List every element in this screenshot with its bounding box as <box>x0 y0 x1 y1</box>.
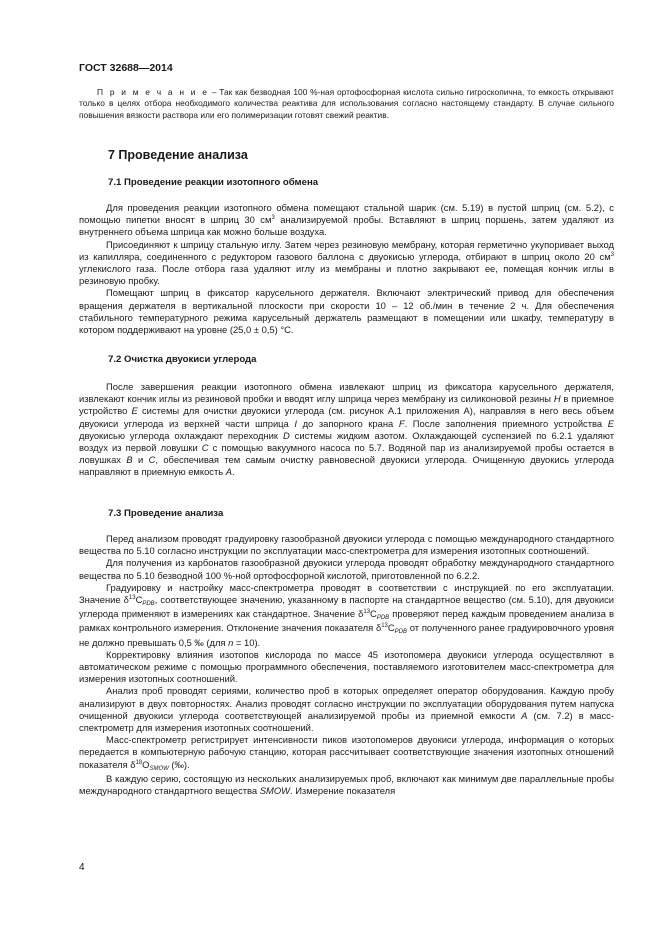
paragraph: Градуировку и настройку масс-спектрометра проводят в соответствии с инструкцией по его эксплуатации. Значение $\delta^{13}С_{PDB}$, соответствующее значению, указанному в паспорте на стандартное вещество (см. 5.10), для двуокиси углерода применяют в измерениях как стандартное. Значение $\delta^{13}С_{PDB}$ проверяют перед каждым проведением анализа в рамках контрольного измерения. Отклонение значения показателя $\delta^{13}С_{PDB}$ от полученного ранее градуировочного уровня не должно превышать 0,5 ‰ (для n = 10). <box>79 581 615 648</box>
note-paragraph <box>79 87 614 121</box>
paragraph: После завершения реакции изотопного обмена извлекают шприц из фиксатора карусельного держателя, извлекают кончик иглы из резиновой пробки и вводят иглу шприца через мембрану из силиконовой резины H в приемное устройство E системы для очистки двуокиси углерода (см. рисунок А.1 приложения А), направляя в него весь объем двуокиси углерода из верхней части шприца I до запорного крана F. После заполнения приемного устройства E двуокисью углерода охлаждают переходник D системы жидким азотом. Охлаждающей суспензией по 6.2.1 удаляют воздух из первой ловушки C с помощью вакуумного насоса по 5.7. Водяной пар из анализируемой пробы остается в ловушках B и C, обеспечивая тем самым очистку равновесной двуокиси углерода. Очищенную двуокись углерода направляют в приемную емкость А. <box>79 381 614 478</box>
note-text: – Так как безводная 100 %-ная ортофосфорная кислота сильно гигроскопична, то емкость открывают только в целях отбора необходимого количества реактива для использования согласно настоящему стандарту. В случае сильного повышения вязкости раствора или его полимеризации готовят свежий реактив. <box>79 87 614 120</box>
subsection-7-1-title: 7.1 Проведение реакции изотопного обмена <box>108 177 319 188</box>
page-number: 4 <box>79 862 85 873</box>
paragraph: Для получения из карбонатов газообразной двуокиси углерода проводят обработку международного стандартного вещества по 5.10 безводной 100 %-ной ортофосфорной кислотой, приготовленной по 6.2.2. <box>79 557 614 581</box>
paragraph: Для проведения реакции изотопного обмена помещают стальной шарик (см. 5.19) в пустой шприц (см. 5.2), с помощью пипетки вносят в шприц 30 $см^3$ анализируемой пробы. Вставляют в шприц поршень, затем удаляют из внутреннего объема шприца как можно больше воздуха. <box>79 202 614 238</box>
subsection-7-3-body <box>79 533 614 797</box>
paragraph: Корректировку влияния изотопов кислорода по массе 45 изотопомера двуокиси углерода осуществляют в автоматическом режиме с помощью программного обеспечения, поставляемого изготовителем масс-спектрометра для измерения изотопных соотношений. <box>79 648 614 685</box>
paragraph: Перед анализом проводят градуировку газообразной двуокиси углерода с помощью международного стандартного вещества по 5.10 согласно инструкции по эксплуатации масс-спектрометра для измерения изотопных соотношений. <box>79 533 614 557</box>
section-7-title: 7 Проведение анализа <box>108 148 248 162</box>
subsection-7-1-body <box>79 202 614 336</box>
subsection-7-2-body <box>79 381 614 479</box>
subsection-7-2-title: 7.2 Очистка двуокиси углерода <box>108 354 257 365</box>
note-label: П р и м е ч а н и е <box>97 87 209 97</box>
document-header: ГОСТ 32688—2014 <box>79 62 173 74</box>
paragraph: В каждую серию, состоящую из нескольких анализируемых проб, включают как минимум две параллельные пробы международного стандартного вещества SMOW. Измерение показателя <box>79 772 614 797</box>
paragraph: Помещают шприц в фиксатор карусельного держателя. Включают электрический привод для обеспечения вращения держателя в вертикальной плоскости при скорости 10 – 12 об./мин в течение 2 ч. Для обеспечения стабильного температурного режима карусельный держатель размещают в помещении или шкафу, температуру в котором поддерживают на уровне (25,0 ± 0,5) °С. <box>79 287 614 336</box>
paragraph: Присоединяют к шприцу стальную иглу. Затем через резиновую мембрану, которая герметично укупоривает выход из капилляра, соединенного с редуктором газового баллона с двуокисью углерода, отбирают в шприц около 20 $см^3$ углекислого газа. После отбора газа удаляют иглу из мембраны и плотно закрывают ее, помещая кончик иглы в резиновую пробку. <box>79 238 614 287</box>
subsection-7-3-title: 7.3 Проведение анализа <box>108 508 224 519</box>
paragraph: Масс-спектрометр регистрирует интенсивности пиков изотопомеров двуокиси углерода, информация о которых передается в компьютерную рабочую станцию, которая рассчитывает соответствующие значения изотопных отношений показателя $\delta^{18}O_{SMOW}$ (‰). <box>79 734 614 772</box>
paragraph: Анализ проб проводят сериями, количество проб в которых определяет оператор оборудования. Каждую пробу анализируют в двух повторностях. Анализ проводят согласно инструкции по эксплуатации оборудования путем напуска очищенной двуокиси углерода соответствующей анализируемой пробы из приемной емкости А (см. 7.2) в масс-спектрометр для измерения изотопных соотношений. <box>79 685 614 734</box>
